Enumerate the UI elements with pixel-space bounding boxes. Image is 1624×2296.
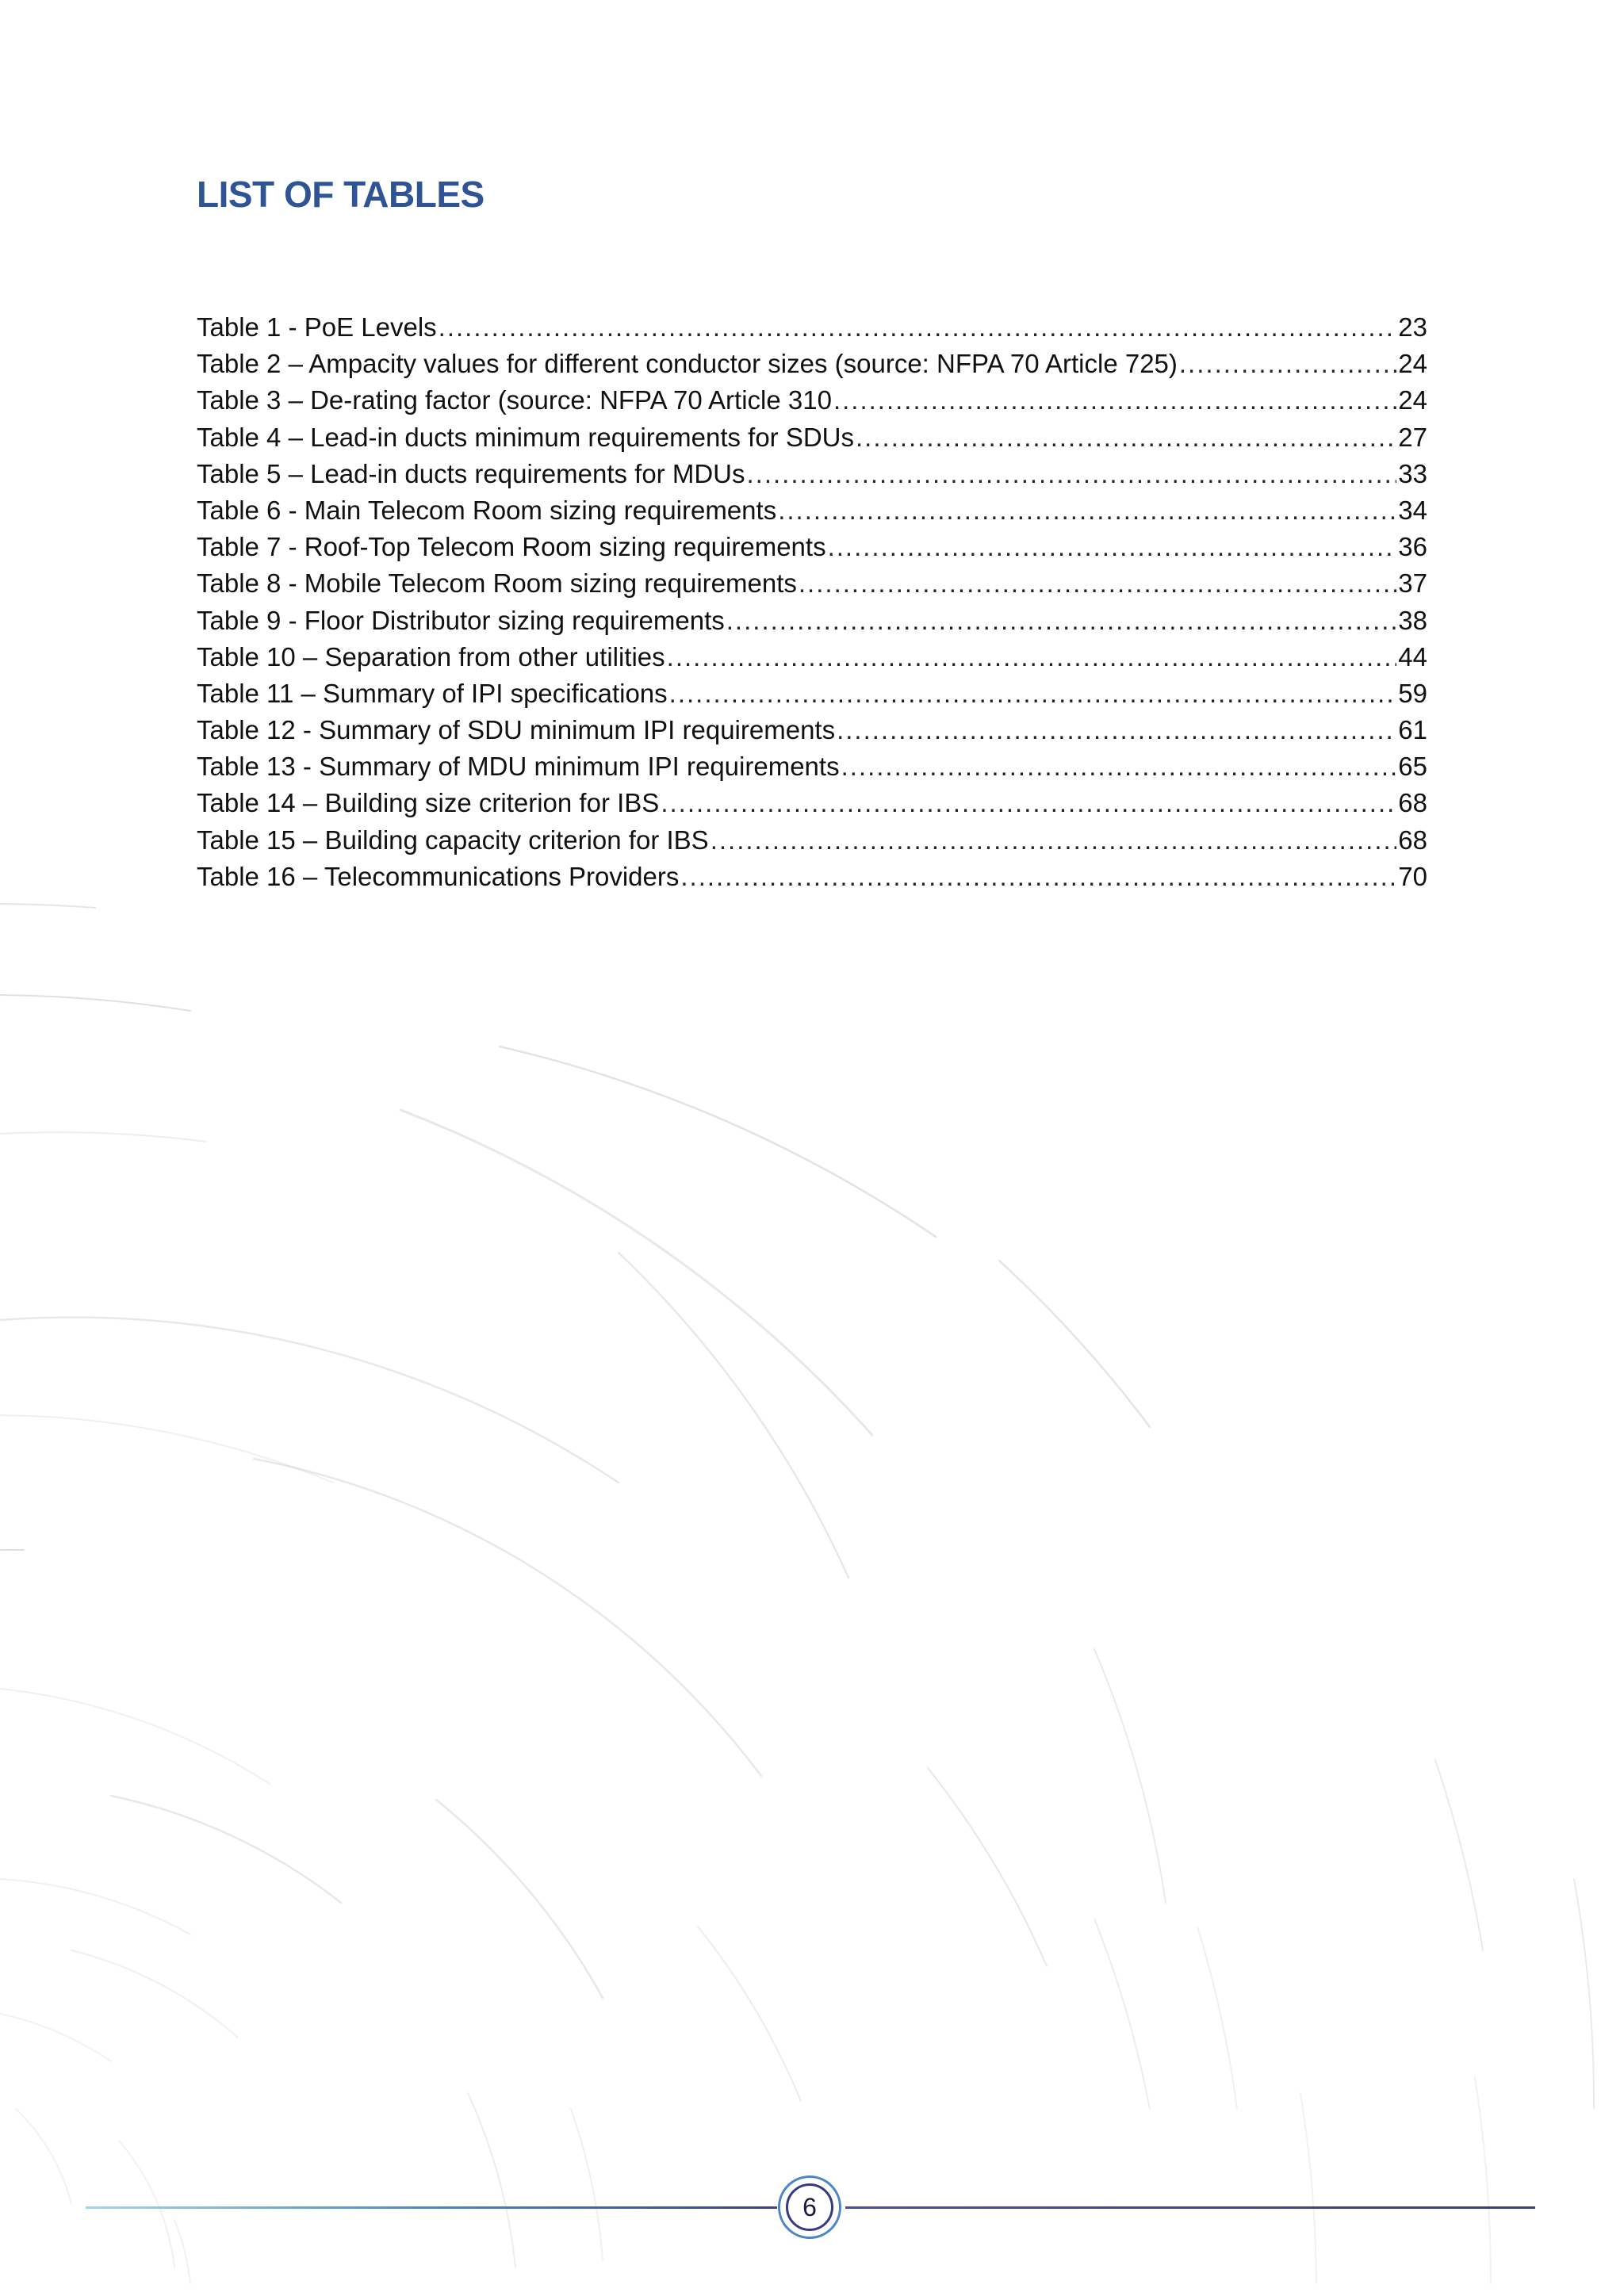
toc-entry-page: 37 xyxy=(1398,568,1427,599)
toc-entry-label: Table 7 - Roof-Top Telecom Room sizing requirements xyxy=(197,532,826,562)
toc-entry-label: Table 3 – De-rating factor (source: NFPA 70 Article 310 xyxy=(197,385,832,415)
toc-entry-page: 44 xyxy=(1398,641,1427,672)
toc-entry-page: 34 xyxy=(1398,495,1427,525)
toc-entry-label: Table 9 - Floor Distributor sizing requirements xyxy=(197,605,725,635)
toc-dot-leader xyxy=(747,459,1397,489)
toc-entry-table-12[interactable] xyxy=(197,715,1427,752)
toc-entry-page: 23 xyxy=(1398,312,1427,342)
toc-dot-leader xyxy=(680,862,1396,892)
toc-dot-leader xyxy=(726,606,1397,636)
toc-entry-label: Table 2 – Ampacity values for different conductor sizes (source: NFPA 70 Article 725) xyxy=(197,349,1178,379)
toc-dot-leader xyxy=(828,532,1397,562)
toc-entry-label: Table 15 – Building capacity criterion for IBS xyxy=(197,825,709,855)
toc-entry-table-7[interactable] xyxy=(197,532,1427,568)
toc-entry-label: Table 10 – Separation from other utilities xyxy=(197,641,665,672)
toc-dot-leader xyxy=(778,496,1396,526)
toc-entry-table-2[interactable] xyxy=(197,349,1427,385)
toc-entry-table-6[interactable] xyxy=(197,496,1427,532)
toc-entry-page: 38 xyxy=(1398,605,1427,635)
toc-dot-leader xyxy=(669,679,1397,709)
toc-entry-label: Table 11 – Summary of IPI specifications xyxy=(197,678,668,708)
toc-entry-table-5[interactable] xyxy=(197,459,1427,496)
toc-entry-table-10[interactable] xyxy=(197,642,1427,679)
toc-entry-page: 33 xyxy=(1398,458,1427,488)
toc-entry-page: 61 xyxy=(1398,715,1427,745)
footer-divider-left xyxy=(86,2206,777,2209)
toc-entry-page: 36 xyxy=(1398,532,1427,562)
toc-entry-label: Table 4 – Lead-in ducts minimum requirements for SDUs xyxy=(197,422,855,452)
toc-entry-label: Table 14 – Building size criterion for IBS xyxy=(197,788,660,818)
toc-entry-label: Table 16 – Telecommunications Providers xyxy=(197,861,680,891)
toc-entry-table-1[interactable] xyxy=(197,312,1427,349)
toc-entry-table-15[interactable] xyxy=(197,825,1427,862)
toc-entry-page: 24 xyxy=(1398,385,1427,415)
toc-entry-page: 24 xyxy=(1398,349,1427,379)
toc-entry-page: 65 xyxy=(1398,752,1427,782)
list-of-tables xyxy=(197,312,1427,898)
toc-dot-leader xyxy=(439,312,1397,342)
toc-entry-table-8[interactable] xyxy=(197,568,1427,605)
footer-divider-right xyxy=(845,2206,1535,2209)
toc-dot-leader xyxy=(1179,349,1396,379)
toc-entry-page: 68 xyxy=(1398,788,1427,818)
toc-entry-label: Table 8 - Mobile Telecom Room sizing requirements xyxy=(197,568,797,599)
toc-entry-label: Table 5 – Lead-in ducts requirements for MDUs xyxy=(197,458,745,488)
toc-entry-table-9[interactable] xyxy=(197,606,1427,642)
toc-dot-leader xyxy=(667,642,1397,672)
toc-entry-page: 27 xyxy=(1398,422,1427,452)
toc-dot-leader xyxy=(710,825,1397,855)
toc-dot-leader xyxy=(661,788,1396,818)
toc-entry-label: Table 12 - Summary of SDU minimum IPI requirements xyxy=(197,715,836,745)
toc-dot-leader xyxy=(833,385,1396,415)
toc-entry-table-13[interactable] xyxy=(197,752,1427,788)
toc-dot-leader xyxy=(856,423,1396,453)
page-title: LIST OF TABLES xyxy=(197,174,485,215)
toc-entry-page: 68 xyxy=(1398,825,1427,855)
toc-entry-table-3[interactable] xyxy=(197,385,1427,422)
page-content xyxy=(197,176,1427,898)
toc-entry-table-4[interactable] xyxy=(197,423,1427,459)
toc-entry-table-14[interactable] xyxy=(197,788,1427,825)
toc-entry-table-16[interactable] xyxy=(197,862,1427,898)
toc-entry-label: Table 6 - Main Telecom Room sizing requirements xyxy=(197,495,777,525)
toc-dot-leader xyxy=(841,752,1397,782)
toc-dot-leader xyxy=(837,715,1396,745)
toc-entry-label: Table 13 - Summary of MDU minimum IPI requirements xyxy=(197,752,840,782)
toc-entry-page: 59 xyxy=(1398,678,1427,708)
toc-entry-table-11[interactable] xyxy=(197,679,1427,715)
toc-entry-label: Table 1 - PoE Levels xyxy=(197,312,437,342)
page-number: 6 xyxy=(786,2183,833,2231)
toc-dot-leader xyxy=(799,568,1396,599)
page-number-badge xyxy=(778,2175,841,2239)
toc-entry-page: 70 xyxy=(1398,861,1427,891)
